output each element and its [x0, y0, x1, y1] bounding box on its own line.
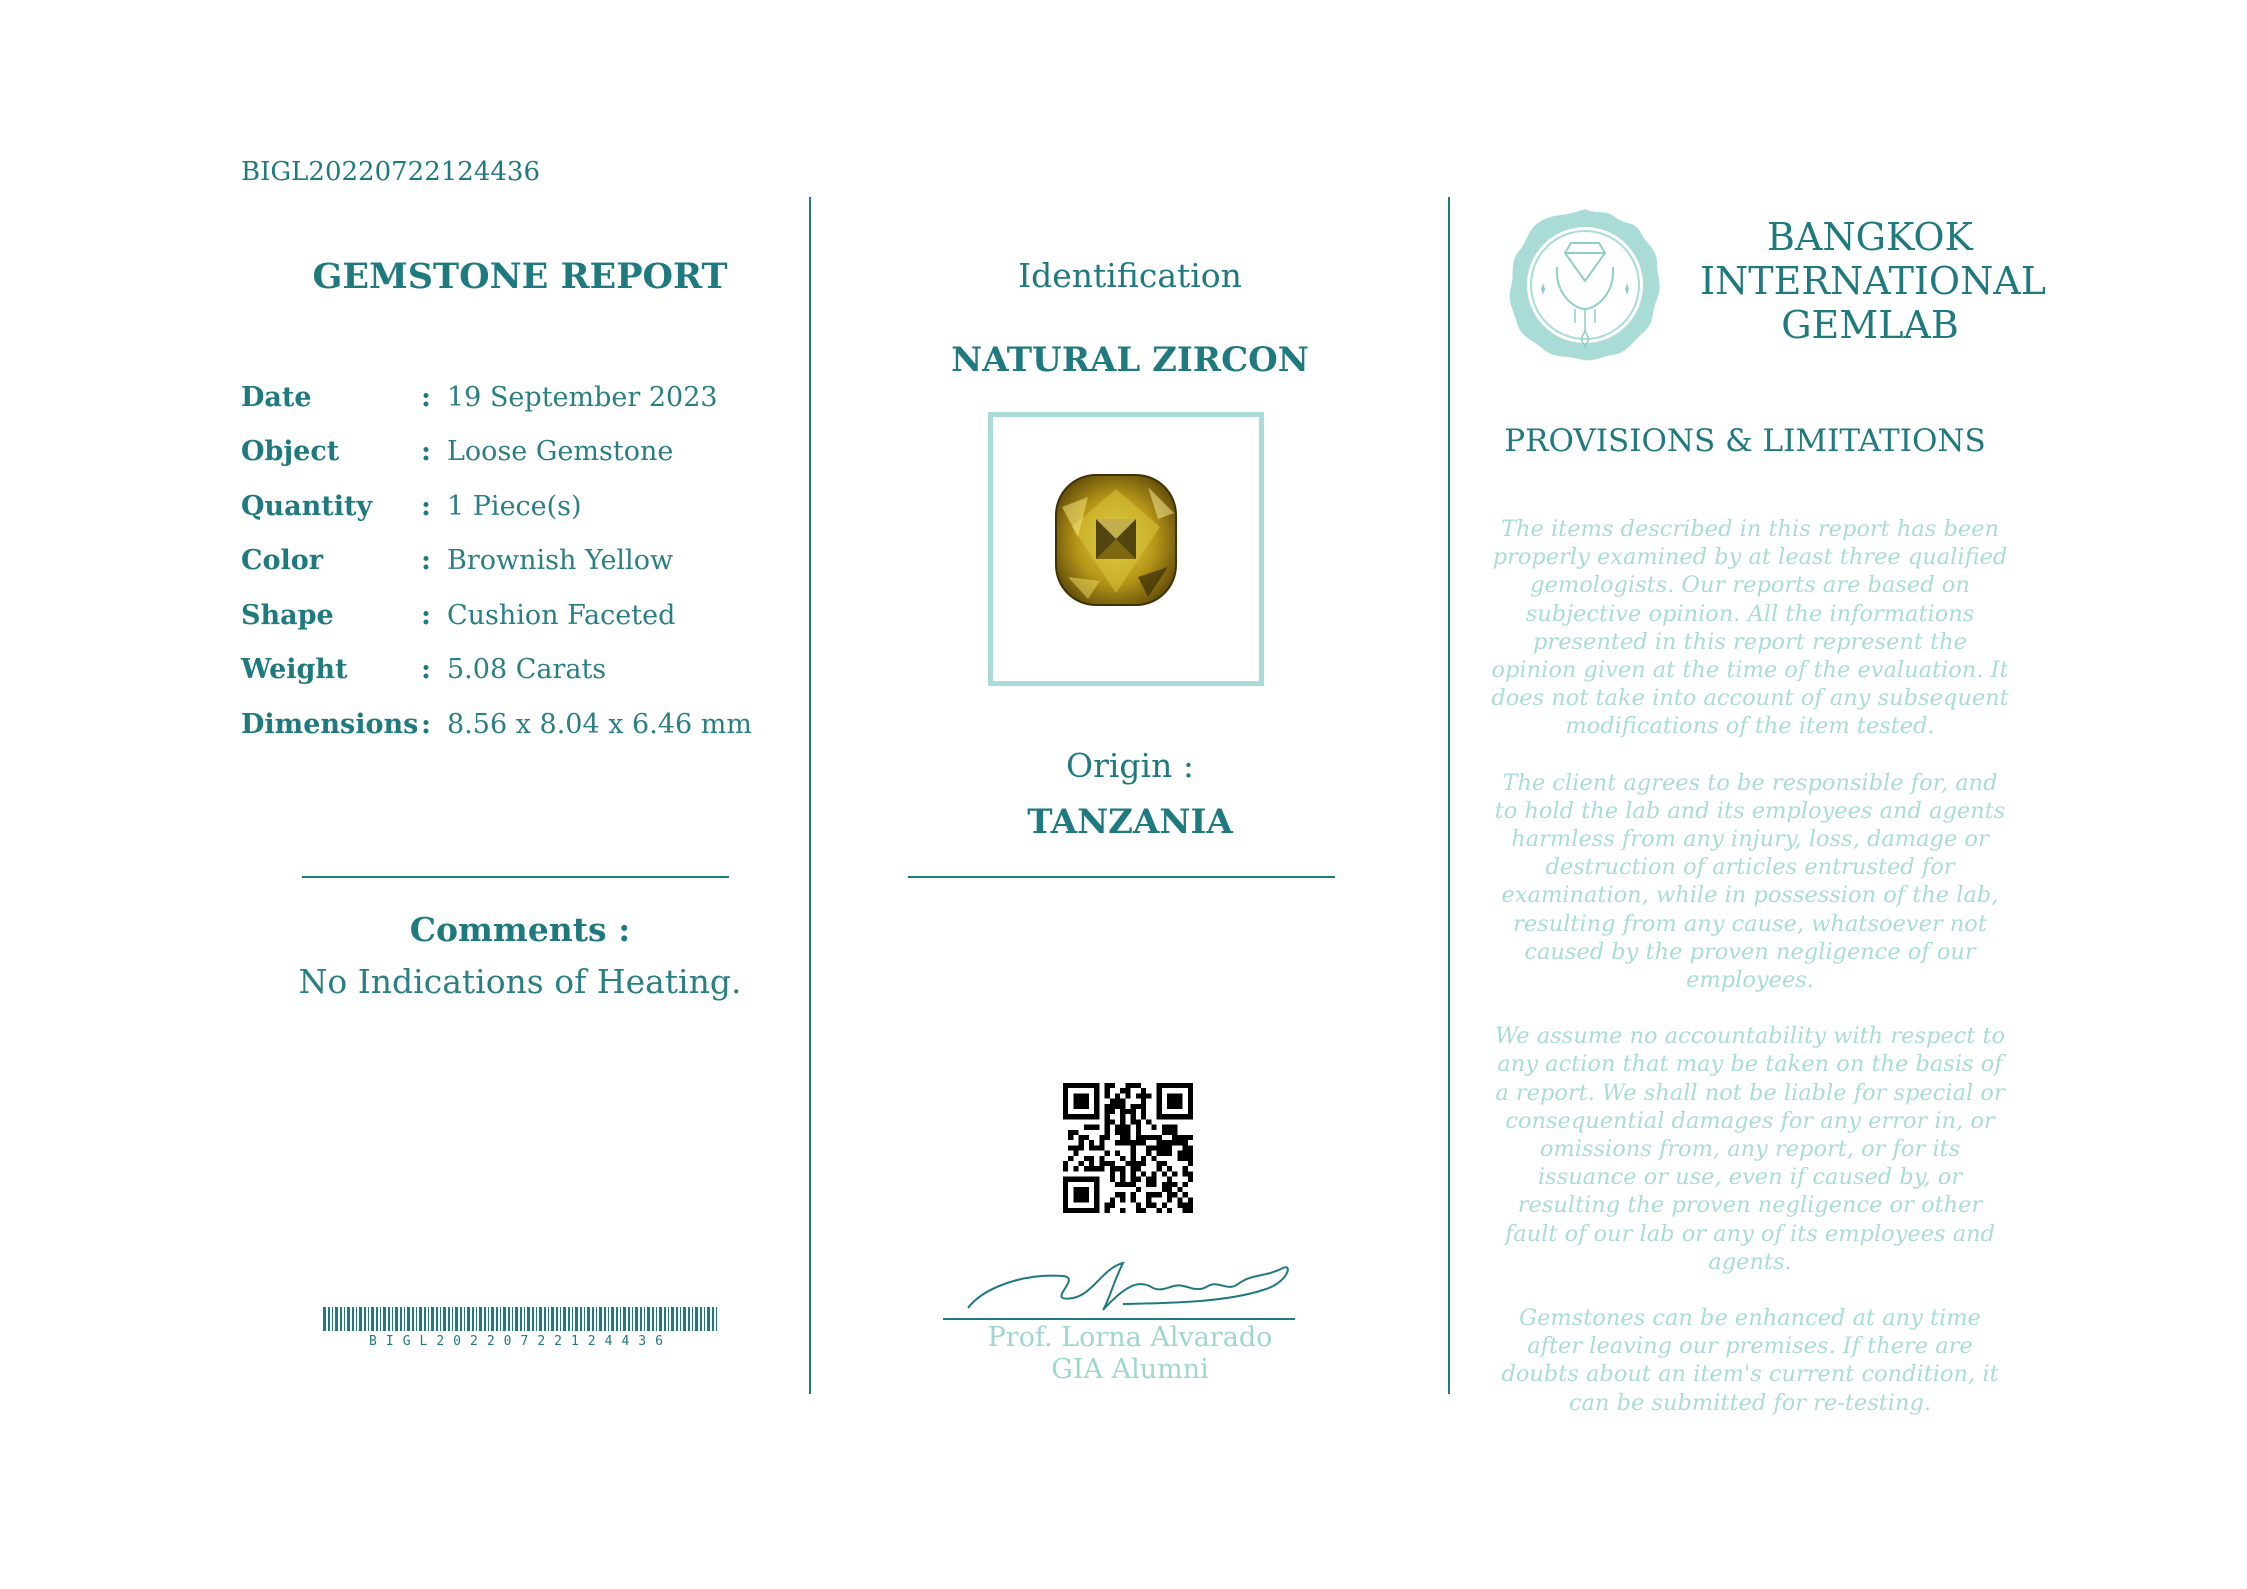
detail-colon: : — [421, 545, 431, 577]
detail-row-quantity — [241, 479, 761, 534]
provisions-title: PROVISIONS & LIMITATIONS — [1504, 423, 1986, 459]
lab-name-line-3: GEMLAB — [1781, 303, 1959, 347]
detail-colon: : — [421, 654, 431, 686]
detail-row-object — [241, 425, 761, 480]
detail-value: 19 September 2023 — [447, 381, 718, 413]
detail-colon: : — [421, 708, 431, 740]
origin-label: Origin : — [1066, 746, 1194, 785]
detail-value: 5.08 Carats — [447, 654, 607, 686]
detail-colon: : — [421, 436, 431, 468]
report-id: BIGL20220722124436 — [241, 157, 540, 187]
lab-name-line-1: BANGKOK — [1767, 215, 1973, 259]
comments-label: Comments : — [409, 910, 631, 949]
detail-label: Dimensions — [241, 708, 419, 740]
detail-label: Date — [241, 381, 312, 413]
detail-label: Shape — [241, 599, 334, 631]
detail-value: Cushion Faceted — [447, 599, 676, 631]
identification-label: Identification — [1018, 256, 1242, 295]
detail-colon: : — [421, 490, 431, 522]
origin-value: TANZANIA — [1027, 802, 1233, 842]
detail-label: Quantity — [241, 490, 373, 522]
detail-row-dimensions — [241, 697, 761, 752]
column-divider-left — [809, 197, 811, 1394]
detail-value: Brownish Yellow — [447, 545, 674, 577]
detail-value: 8.56 x 8.04 x 6.46 mm — [447, 708, 752, 740]
divider-origin — [908, 876, 1335, 878]
detail-row-shape — [241, 588, 761, 643]
provision-paragraph-1: The items described in this report has been properly examined by at least three qualified gemologists. Our reports are based on subjective opinion. All the informations presented in this report represent the opinion given at the time of the evaluation. It does not take into account of any subsequent modifications of the item tested. — [1491, 516, 2009, 740]
identification-value: NATURAL ZIRCON — [951, 340, 1309, 380]
detail-label: Object — [241, 436, 340, 468]
divider-comments — [302, 876, 729, 878]
barcode-text: BIGL20220722124436 — [369, 1334, 672, 1349]
lab-name — [1700, 215, 2047, 347]
column-divider-right — [1448, 197, 1450, 1394]
report-title: GEMSTONE REPORT — [312, 256, 728, 297]
detail-value: Loose Gemstone — [447, 436, 674, 468]
detail-label: Color — [241, 545, 323, 577]
lab-name-line-2: INTERNATIONAL — [1700, 259, 2047, 303]
barcode-icon — [323, 1307, 718, 1331]
detail-colon: : — [421, 599, 431, 631]
signer-title: GIA Alumni — [1051, 1354, 1209, 1385]
provisions-body — [1490, 515, 2010, 1445]
signature-line — [943, 1318, 1295, 1320]
signer-name: Prof. Lorna Alvarado — [987, 1322, 1273, 1353]
detail-colon: : — [421, 381, 431, 413]
detail-value: 1 Piece(s) — [447, 490, 582, 522]
signature — [963, 1248, 1293, 1318]
provision-paragraph-3: We assume no accountability with respect to any action that may be taken on the basis of a report. We shall not be liable for special or consequential damages for any error in, or omissions from, any report, or for its issuance or use, even if caused by, or resulting the proven negligence or other fault of our lab or any of its employees and agents. — [1494, 1023, 2006, 1275]
detail-row-date — [241, 370, 761, 425]
detail-row-color — [241, 534, 761, 589]
details-list — [241, 370, 761, 752]
qr-code-icon — [1063, 1083, 1193, 1213]
detail-row-weight — [241, 643, 761, 698]
provision-paragraph-4: Gemstones can be enhanced at any time after leaving our premises. If there are doubts about an item's current condition, it can be submitted for re-testing. — [1501, 1305, 1999, 1416]
comments-text: No Indications of Heating. — [298, 962, 742, 1001]
provision-paragraph-2: The client agrees to be responsible for, and to hold the lab and its employees and agents harmless from any injury, loss, damage or destruction of articles entrusted for examination, while in possession of the lab, resulting from any cause, whatsoever not caused by the proven negligence of our employees. — [1494, 769, 2006, 994]
gem-seal-icon — [1505, 205, 1665, 365]
gemstone-image — [1048, 467, 1214, 633]
detail-label: Weight — [241, 654, 348, 686]
gem-photo-frame — [988, 412, 1264, 686]
